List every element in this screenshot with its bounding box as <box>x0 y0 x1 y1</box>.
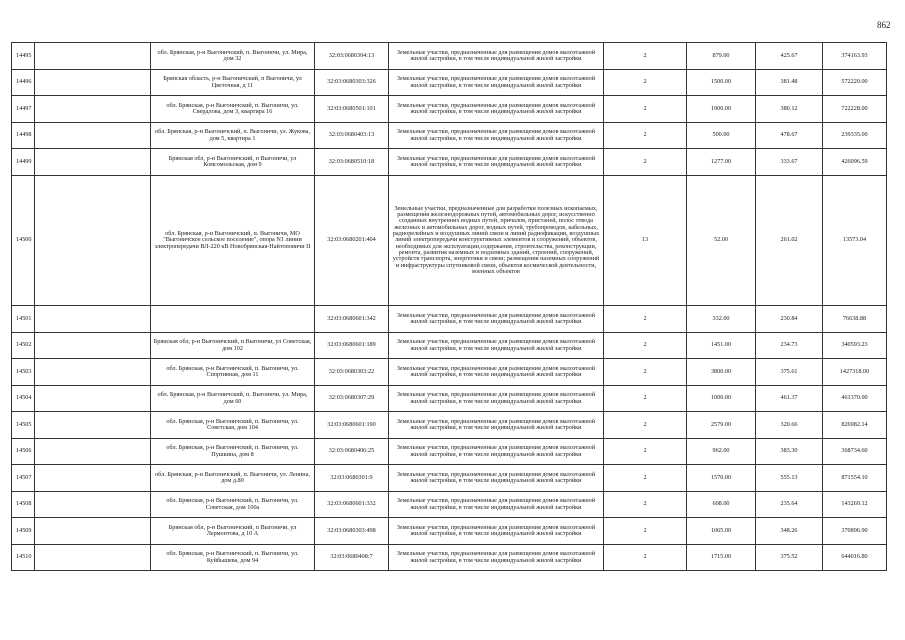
address-cell: обл. Брянская, р-н Выгоничский, п. Выгоничи, ул. Ленина, дом д.80 <box>151 465 315 492</box>
page-number: 862 <box>877 20 891 30</box>
cadastral-number-cell: 32:03:0680406:25 <box>315 439 389 465</box>
address-cell: обл. Брянская, р-н Выгоничский, п. Выгоничи, ул. Мира, дом 32 <box>151 43 315 70</box>
category-code-cell: 2 <box>604 412 687 439</box>
cadastral-value-cell: 368734.60 <box>823 439 887 465</box>
cadastral-value-cell: 1427318.00 <box>823 359 887 386</box>
cadastral-number-cell: 32:03:0680301:9 <box>315 465 389 492</box>
row-number: 14504 <box>12 386 35 412</box>
category-code-cell: 2 <box>604 123 687 149</box>
area-cell: 1900.00 <box>687 96 756 123</box>
table-row <box>12 306 887 333</box>
cadastral-number-cell: 32:03:0680601:332 <box>315 492 389 518</box>
row-number: 14508 <box>12 492 35 518</box>
row-number: 14502 <box>12 333 35 359</box>
address-cell: обл. Брянская, р-н Выгоничский, п. Выгоничи, ул. Мира, дом 60 <box>151 386 315 412</box>
area-cell: 2579.00 <box>687 412 756 439</box>
cadastral-value-cell: 426096.59 <box>823 149 887 176</box>
table-row <box>12 465 887 492</box>
land-use-cell: Земельные участки, предназначенные для разработки полезных ископаемых, размещения железнодорожных путей, автомобильных дорог, искусственно созданных внутренних водных путей, причалов, пристаней, полос отвода железных и автомобильных дорог, водных путей, трубопроводов, кабельных, радиорелейных и воздушных линий связи и линий радиофикации, воздушных линий электропередачи конструктивных элементов и сооружений, объектов, необходимых для эксплуатации,содержания, строительства, реконструкции, ремонта, развития наземных и подземных зданий, строений, сооружений, устройств транспорта, энергетики и связи; размещения наземных сооружений и инфраструктуры спутниковой связи, объектов космической деятельности, военных объектов <box>389 176 604 306</box>
row-number: 14497 <box>12 96 35 123</box>
cadastral-value-cell: 370896.90 <box>823 518 887 545</box>
specific-value-cell: 383.30 <box>756 439 823 465</box>
blank-cell <box>35 149 151 176</box>
land-use-cell: Земельные участки, предназначенные для размещения домов малоэтажной жилой застройки, в том числе индивидуальной жилой застройки <box>389 439 604 465</box>
address-cell: обл. Брянская, р-н Выгоничский, п. Выгоничи, ул. Свердлова, дом 3, квартира 16 <box>151 96 315 123</box>
table-row <box>12 149 887 176</box>
specific-value-cell: 380.12 <box>756 96 823 123</box>
table-row <box>12 43 887 70</box>
specific-value-cell: 333.67 <box>756 149 823 176</box>
specific-value-cell: 461.37 <box>756 386 823 412</box>
row-number: 14510 <box>12 545 35 571</box>
specific-value-cell: 375.61 <box>756 359 823 386</box>
table-row <box>12 123 887 149</box>
blank-cell <box>35 545 151 571</box>
specific-value-cell: 230.84 <box>756 306 823 333</box>
blank-cell <box>35 439 151 465</box>
address-cell: Брянская обл, р-н Выгоничский, п Выгоничи, ул Лермонтова, д 10 А <box>151 518 315 545</box>
address-cell: обл. Брянская, р-н Выгоничский, п. Выгоничи, МО "Выгоничское сельское поселение", опора N1 линии электропередачи ВЛ-220 кВ Новобрянская-Найтоповичи II <box>151 176 315 306</box>
land-use-cell: Земельные участки, предназначенные для размещения домов малоэтажной жилой застройки, в том числе индивидуальной жилой застройки <box>389 492 604 518</box>
address-cell: Брянская область, р-н Выгоничский, п Выгоничи, ул Цветочная, д 11 <box>151 70 315 96</box>
cadastral-number-cell: 32:03:0680303:22 <box>315 359 389 386</box>
table-row <box>12 359 887 386</box>
row-number: 14496 <box>12 70 35 96</box>
cadastral-value-cell: 644016.80 <box>823 545 887 571</box>
area-cell: 52.00 <box>687 176 756 306</box>
specific-value-cell: 234.73 <box>756 333 823 359</box>
row-number: 14498 <box>12 123 35 149</box>
address-cell: обл. Брянская, р-н Выгоничский, п. Выгоничи, ул. Куйбышева, дом 94 <box>151 545 315 571</box>
area-cell: 1570.00 <box>687 465 756 492</box>
row-number: 14499 <box>12 149 35 176</box>
row-number: 14506 <box>12 439 35 465</box>
category-code-cell: 2 <box>604 386 687 412</box>
address-cell: обл. Брянская, р-н Выгоничский, п. Выгоничи, ул. Жукова, дом 5, квартира 1 <box>151 123 315 149</box>
row-number: 14505 <box>12 412 35 439</box>
row-number: 14509 <box>12 518 35 545</box>
table-row <box>12 439 887 465</box>
blank-cell <box>35 412 151 439</box>
table-row <box>12 545 887 571</box>
blank-cell <box>35 333 151 359</box>
cadastral-number-cell: 32:03:0680303:498 <box>315 518 389 545</box>
cadastral-number-cell: 32:03:0680303:326 <box>315 70 389 96</box>
address-cell: Брянская обл, р-н Выгоничский, п Выгоничи, ул Советская, дом 102 <box>151 333 315 359</box>
category-code-cell: 2 <box>604 43 687 70</box>
table-row <box>12 176 887 306</box>
category-code-cell: 2 <box>604 492 687 518</box>
specific-value-cell: 235.64 <box>756 492 823 518</box>
table-row <box>12 386 887 412</box>
land-use-cell: Земельные участки, предназначенные для размещения домов малоэтажной жилой застройки, в том числе индивидуальной жилой застройки <box>389 70 604 96</box>
area-cell: 879.00 <box>687 43 756 70</box>
specific-value-cell: 375.52 <box>756 545 823 571</box>
row-number: 14501 <box>12 306 35 333</box>
cadastral-value-cell: 76638.88 <box>823 306 887 333</box>
category-code-cell: 2 <box>604 465 687 492</box>
specific-value-cell: 425.67 <box>756 43 823 70</box>
land-use-cell: Земельные участки, предназначенные для размещения домов малоэтажной жилой застройки, в том числе индивидуальной жилой застройки <box>389 43 604 70</box>
category-code-cell: 13 <box>604 176 687 306</box>
land-use-cell: Земельные участки, предназначенные для размещения домов малоэтажной жилой застройки, в том числе индивидуальной жилой застройки <box>389 306 604 333</box>
land-use-cell: Земельные участки, предназначенные для размещения домов малоэтажной жилой застройки, в том числе индивидуальной жилой застройки <box>389 465 604 492</box>
category-code-cell: 2 <box>604 359 687 386</box>
cadastral-value-cell: 239335.00 <box>823 123 887 149</box>
specific-value-cell: 555.13 <box>756 465 823 492</box>
specific-value-cell: 261.02 <box>756 176 823 306</box>
cadastral-number-cell: 32:03:0680510:18 <box>315 149 389 176</box>
category-code-cell: 2 <box>604 333 687 359</box>
land-use-cell: Земельные участки, предназначенные для размещения домов малоэтажной жилой застройки, в том числе индивидуальной жилой застройки <box>389 149 604 176</box>
address-cell <box>151 306 315 333</box>
cadastral-number-cell: 32:03:0680408:7 <box>315 545 389 571</box>
blank-cell <box>35 492 151 518</box>
category-code-cell: 2 <box>604 545 687 571</box>
category-code-cell: 2 <box>604 518 687 545</box>
blank-cell <box>35 386 151 412</box>
row-number: 14500 <box>12 176 35 306</box>
blank-cell <box>35 518 151 545</box>
cadastral-value-table <box>11 42 887 571</box>
cadastral-value-cell: 572220.00 <box>823 70 887 96</box>
blank-cell <box>35 176 151 306</box>
land-use-cell: Земельные участки, предназначенные для размещения домов малоэтажной жилой застройки, в том числе индивидуальной жилой застройки <box>389 412 604 439</box>
category-code-cell: 2 <box>604 149 687 176</box>
specific-value-cell: 320.66 <box>756 412 823 439</box>
address-cell: обл. Брянская, р-н Выгоничский, п. Выгоничи, ул. Пушкина, дом 8 <box>151 439 315 465</box>
cadastral-value-cell: 340593.23 <box>823 333 887 359</box>
specific-value-cell: 381.48 <box>756 70 823 96</box>
cadastral-value-cell: 871554.10 <box>823 465 887 492</box>
land-use-cell: Земельные участки, предназначенные для размещения домов малоэтажной жилой застройки, в том числе индивидуальной жилой застройки <box>389 96 604 123</box>
table-row <box>12 518 887 545</box>
area-cell: 1065.00 <box>687 518 756 545</box>
row-number: 14503 <box>12 359 35 386</box>
area-cell: 962.00 <box>687 439 756 465</box>
area-cell: 3800.00 <box>687 359 756 386</box>
land-use-cell: Земельные участки, предназначенные для размещения домов малоэтажной жилой застройки, в том числе индивидуальной жилой застройки <box>389 333 604 359</box>
cadastral-value-cell: 374163.93 <box>823 43 887 70</box>
blank-cell <box>35 43 151 70</box>
address-cell: обл. Брянская, р-н Выгоничский, п. Выгоничи, ул. Спортивная, дом 11 <box>151 359 315 386</box>
area-cell: 500.00 <box>687 123 756 149</box>
blank-cell <box>35 70 151 96</box>
blank-cell <box>35 359 151 386</box>
land-use-cell: Земельные участки, предназначенные для размещения домов малоэтажной жилой застройки, в том числе индивидуальной жилой застройки <box>389 545 604 571</box>
category-code-cell: 2 <box>604 439 687 465</box>
cadastral-number-cell: 32:03:0680501:101 <box>315 96 389 123</box>
area-cell: 1000.00 <box>687 386 756 412</box>
area-cell: 1277.00 <box>687 149 756 176</box>
blank-cell <box>35 465 151 492</box>
cadastral-value-cell: 143269.12 <box>823 492 887 518</box>
table-row <box>12 96 887 123</box>
specific-value-cell: 478.67 <box>756 123 823 149</box>
address-cell: обл. Брянская, р-н Выгоничский, п. Выгоничи, ул. Советская, дом 100а <box>151 492 315 518</box>
category-code-cell: 2 <box>604 306 687 333</box>
land-use-cell: Земельные участки, предназначенные для размещения домов малоэтажной жилой застройки, в том числе индивидуальной жилой застройки <box>389 386 604 412</box>
row-number: 14495 <box>12 43 35 70</box>
blank-cell <box>35 306 151 333</box>
table-row <box>12 333 887 359</box>
cadastral-number-cell: 32:03:0680307:29 <box>315 386 389 412</box>
area-cell: 1500.00 <box>687 70 756 96</box>
cadastral-value-cell: 826982.14 <box>823 412 887 439</box>
cadastral-value-cell: 461370.00 <box>823 386 887 412</box>
category-code-cell: 2 <box>604 70 687 96</box>
area-cell: 1451.00 <box>687 333 756 359</box>
specific-value-cell: 348.26 <box>756 518 823 545</box>
row-number: 14507 <box>12 465 35 492</box>
cadastral-number-cell: 32:03:0680201:404 <box>315 176 389 306</box>
blank-cell <box>35 123 151 149</box>
cadastral-value-cell: 13573.04 <box>823 176 887 306</box>
land-use-cell: Земельные участки, предназначенные для размещения домов малоэтажной жилой застройки, в том числе индивидуальной жилой застройки <box>389 123 604 149</box>
area-cell: 1715.00 <box>687 545 756 571</box>
table-row <box>12 492 887 518</box>
cadastral-number-cell: 32:03:0680601:190 <box>315 412 389 439</box>
land-use-cell: Земельные участки, предназначенные для размещения домов малоэтажной жилой застройки, в том числе индивидуальной жилой застройки <box>389 359 604 386</box>
address-cell: Брянская обл, р-н Выгоничский, п Выгоничи, ул Комсомольская, дом 9 <box>151 149 315 176</box>
area-cell: 608.00 <box>687 492 756 518</box>
table-row <box>12 412 887 439</box>
table-row <box>12 70 887 96</box>
land-use-cell: Земельные участки, предназначенные для размещения домов малоэтажной жилой застройки, в том числе индивидуальной жилой застройки <box>389 518 604 545</box>
cadastral-number-cell: 32:03:0680403:13 <box>315 123 389 149</box>
cadastral-number-cell: 32:03:0680601:342 <box>315 306 389 333</box>
category-code-cell: 2 <box>604 96 687 123</box>
cadastral-value-cell: 722228.00 <box>823 96 887 123</box>
cadastral-number-cell: 32:03:0680304:13 <box>315 43 389 70</box>
cadastral-number-cell: 32:03:0680601:189 <box>315 333 389 359</box>
address-cell: обл. Брянская, р-н Выгоничский, п. Выгоничи, ул. Советская, дом 104 <box>151 412 315 439</box>
area-cell: 332.00 <box>687 306 756 333</box>
blank-cell <box>35 96 151 123</box>
